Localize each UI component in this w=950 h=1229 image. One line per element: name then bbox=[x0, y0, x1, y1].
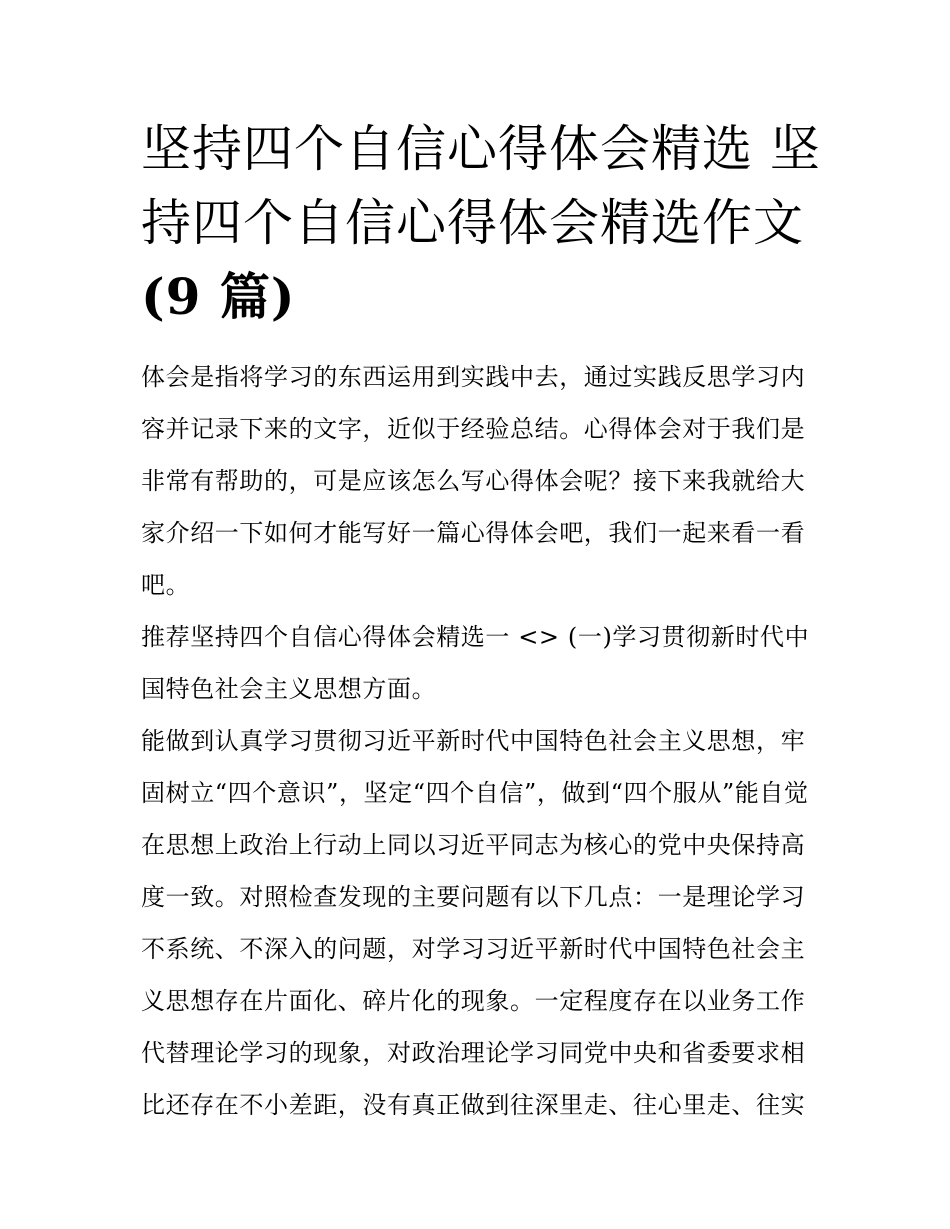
document-body bbox=[141, 351, 813, 1131]
paragraph-main: 能做到认真学习贯彻习近平新时代中国特色社会主义思想，牢固树立“四个意识”，坚定“四个自信”，做到“四个服从”能自觉在思想上政治上行动上同以习近平同志为核心的党中央保持高度一致。对照检查发现的主要问题有以下几点：一是理论学习不系统、不深入的问题，对学习习近平新时代中国特色社会主义思想存在片面化、碎片化的现象。一定程度存在以业务工作代替理论学习的现象，对政治理论学习同党中央和省委要求相比还存在不小差距，没有真正做到往深里走、往心里走、往实 bbox=[141, 727, 809, 1119]
paragraph-recommend: 推荐坚持四个自信心得体会精选一 <> (一)学习贯彻新时代中国特色社会主义思想方面。 bbox=[141, 623, 810, 703]
title-line-3: (9 篇) bbox=[141, 267, 296, 326]
paragraph-intro: 体会是指将学习的东西运用到实践中去，通过实践反思学习内容并记录下来的文字，近似于经验总结。心得体会对于我们是非常有帮助的，可是应该怎么写心得体会呢？接下来我就给大家介绍一下如何才能写好一篇心得体会吧，我们一起来看一看吧。 bbox=[141, 363, 806, 599]
title-line-2: 持四个自信心得体会精选作文 bbox=[141, 194, 804, 252]
document-title bbox=[141, 112, 831, 334]
title-line-1: 坚持四个自信心得体会精选 坚 bbox=[141, 120, 821, 178]
